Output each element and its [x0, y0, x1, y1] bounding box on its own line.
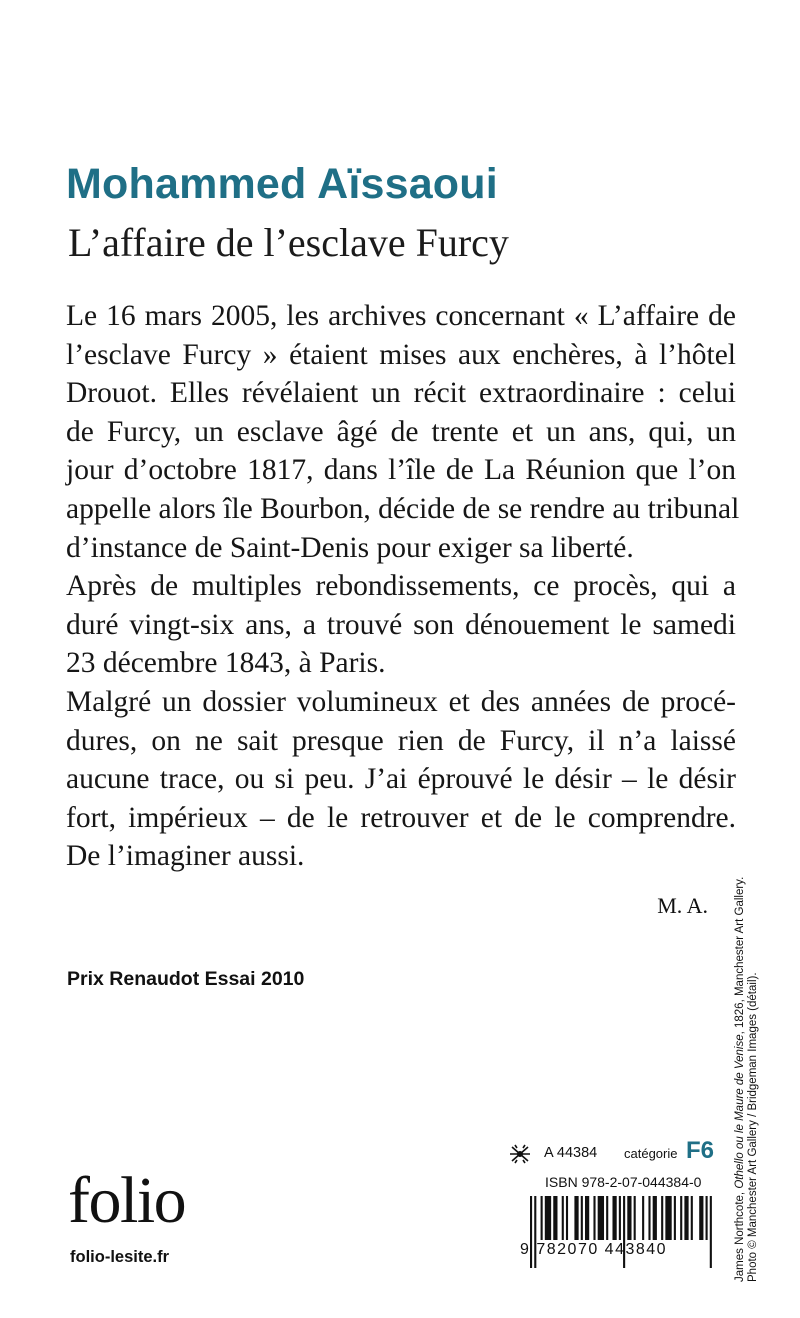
barcode-bar: [585, 1196, 589, 1240]
blurb-line: 23 décembre 1843, à Paris.: [66, 647, 386, 680]
blurb-line: De l’imaginer aussi.: [66, 840, 305, 873]
barcode-bar: [691, 1196, 693, 1240]
prize-label: Prix Renaudot Essai 2010: [67, 968, 305, 990]
barcode-bar: [699, 1196, 703, 1240]
barcode-bar: [627, 1196, 631, 1240]
barcode-bar: [661, 1196, 663, 1240]
barcode-bar: [566, 1196, 568, 1240]
barcode-bar: [680, 1196, 682, 1240]
barcode-bar: [642, 1196, 644, 1240]
credit-line-1: James Northcote, Othello ou le Maure de Venise, 1826, Manchester Art Gallery.: [734, 876, 746, 1282]
barcode-bar: [634, 1196, 636, 1240]
barcode-bar: [553, 1196, 557, 1240]
blurb-line: dures, on ne sait presque rien de Furcy, il n’a laissé: [66, 724, 736, 757]
catalog-code: A 44384: [544, 1145, 598, 1161]
author-name: Mohammed Aïssaoui: [66, 160, 498, 208]
barcode-bar: [598, 1196, 604, 1240]
blurb-line: l’esclave Furcy » étaient mises aux enchères, à l’hôtel: [66, 338, 736, 371]
folio-emblem-icon: [508, 1143, 532, 1165]
barcode-bar: [706, 1196, 708, 1240]
folio-logo: folio: [68, 1164, 186, 1237]
barcode-bar: [606, 1196, 608, 1240]
barcode-bar: [612, 1196, 616, 1240]
blurb: [66, 297, 740, 876]
blurb-line: Drouot. Elles révélaient un récit extraordinaire : celui: [66, 377, 736, 410]
barcode-bar: [684, 1196, 688, 1240]
barcode-bar: [653, 1196, 657, 1240]
blurb-line: aucune trace, ou si peu. J’ai éprouvé le désir – le désir: [66, 763, 736, 796]
barcode-bar: [545, 1196, 551, 1240]
barcode-number: 9 782070 443840: [520, 1241, 668, 1258]
blurb-line: duré vingt-six ans, a trouvé son dénouement le samedi: [66, 608, 736, 641]
barcode-bar: [541, 1196, 543, 1240]
blurb-line: Après de multiples rebondissements, ce procès, qui a: [66, 570, 736, 603]
blurb-line: fort, impérieux – de le retrouver et de le comprendre.: [66, 801, 736, 834]
book-title: L’affaire de l’esclave Furcy: [68, 220, 509, 265]
blurb-line: Le 16 mars 2005, les archives concernant « L’affaire de: [66, 300, 736, 332]
isbn: ISBN 978-2-07-044384-0: [545, 1174, 702, 1190]
barcode-bar: [562, 1196, 564, 1240]
image-credit: [734, 830, 772, 1290]
blurb-line: appelle alors île Bourbon, décide de se rendre au tribunal: [66, 492, 740, 525]
barcode-bar: [665, 1196, 671, 1240]
category-label: catégorie: [624, 1146, 678, 1161]
author-initials: M. A.: [657, 893, 708, 918]
blurb-line: d’instance de Saint-Denis pour exiger sa liberté.: [66, 531, 634, 564]
blurb-line: Malgré un dossier volumineux et des années de procé-: [66, 685, 736, 718]
credit-line-2: Photo © Manchester Art Gallery / Bridgeman Images (détail).: [747, 972, 759, 1282]
barcode-bar: [648, 1196, 650, 1240]
barcode-bar: [674, 1196, 676, 1240]
category-code: F6: [686, 1137, 715, 1164]
barcode-bar: [619, 1196, 621, 1240]
barcode-bar: [581, 1196, 583, 1240]
blurb-line: jour d’octobre 1817, dans l’île de La Réunion que l’on: [66, 454, 736, 487]
barcode-bar: [710, 1196, 712, 1268]
barcode-bar: [574, 1196, 578, 1240]
website-link[interactable]: folio-lesite.fr: [70, 1248, 170, 1266]
blurb-line: de Furcy, un esclave âgé de trente et un ans, qui, un: [66, 415, 736, 448]
barcode-bar: [593, 1196, 595, 1240]
